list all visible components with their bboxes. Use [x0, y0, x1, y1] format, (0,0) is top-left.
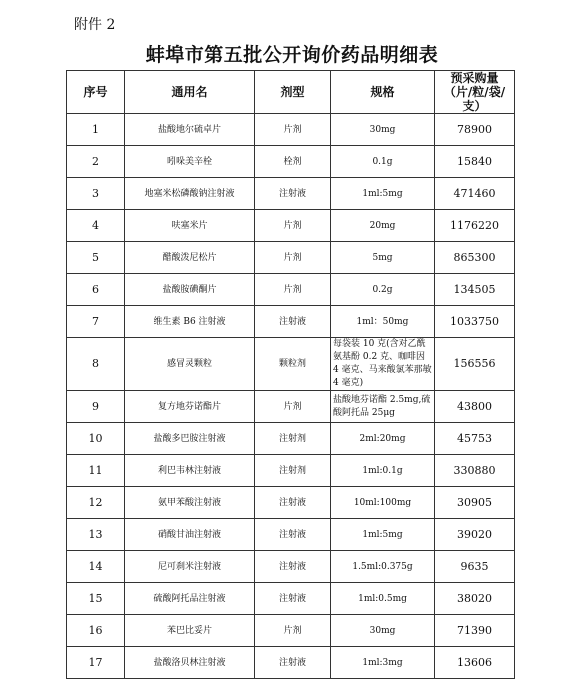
row-name: 醋酸泼尼松片 — [125, 242, 255, 274]
row-qty: 1033750 — [435, 306, 515, 338]
header-name: 通用名 — [125, 71, 255, 114]
table-row — [67, 178, 515, 210]
row-qty: 134505 — [435, 274, 515, 306]
row-spec: 1ml:3mg — [331, 647, 435, 679]
row-form: 栓剂 — [255, 146, 331, 178]
row-qty: 156556 — [435, 338, 515, 391]
row-no: 13 — [67, 519, 125, 551]
table-row — [67, 647, 515, 679]
table-row — [67, 338, 515, 391]
row-name: 地塞米松磷酸钠注射液 — [125, 178, 255, 210]
row-form: 片剂 — [255, 114, 331, 146]
row-spec: 5mg — [331, 242, 435, 274]
table-header-row — [67, 71, 515, 114]
row-qty: 1176220 — [435, 210, 515, 242]
row-spec: 1.5ml:0.375g — [331, 551, 435, 583]
row-spec: 1ml:0.5mg — [331, 583, 435, 615]
row-form: 注射液 — [255, 583, 331, 615]
table-row — [67, 242, 515, 274]
row-no: 17 — [67, 647, 125, 679]
row-spec: 1ml:5mg — [331, 519, 435, 551]
row-spec: 1ml：50mg — [331, 306, 435, 338]
row-no: 6 — [67, 274, 125, 306]
table-row — [67, 391, 515, 423]
row-spec: 盐酸地芬诺酯 2.5mg,硫酸阿托品 25μg — [331, 391, 435, 423]
table-row — [67, 146, 515, 178]
table-row — [67, 114, 515, 146]
row-qty: 330880 — [435, 455, 515, 487]
row-no: 1 — [67, 114, 125, 146]
row-no: 5 — [67, 242, 125, 274]
row-form: 注射液 — [255, 178, 331, 210]
row-no: 14 — [67, 551, 125, 583]
table-row — [67, 210, 515, 242]
row-form: 颗粒剂 — [255, 338, 331, 391]
row-qty: 15840 — [435, 146, 515, 178]
row-name: 吲哚美辛栓 — [125, 146, 255, 178]
row-form: 片剂 — [255, 242, 331, 274]
row-no: 4 — [67, 210, 125, 242]
row-name: 氨甲苯酸注射液 — [125, 487, 255, 519]
row-no: 15 — [67, 583, 125, 615]
header-qty: 预采购量（片/粒/袋/支） — [435, 71, 515, 114]
row-form: 片剂 — [255, 615, 331, 647]
row-qty: 45753 — [435, 423, 515, 455]
row-no: 9 — [67, 391, 125, 423]
row-qty: 71390 — [435, 615, 515, 647]
row-form: 注射剂 — [255, 423, 331, 455]
table-row — [67, 455, 515, 487]
row-no: 7 — [67, 306, 125, 338]
row-qty: 38020 — [435, 583, 515, 615]
row-no: 2 — [67, 146, 125, 178]
header-form: 剂型 — [255, 71, 331, 114]
row-spec: 1ml:5mg — [331, 178, 435, 210]
row-form: 注射液 — [255, 551, 331, 583]
row-spec: 10ml:100mg — [331, 487, 435, 519]
row-spec: 每袋装 10 克(含对乙酰氨基酚 0.2 克、咖啡因 4 毫克、马来酸氯苯那敏 4 毫克) — [331, 338, 435, 391]
table-row — [67, 274, 515, 306]
row-form: 片剂 — [255, 274, 331, 306]
table-row — [67, 423, 515, 455]
row-spec: 30mg — [331, 114, 435, 146]
row-name: 硝酸甘油注射液 — [125, 519, 255, 551]
header-spec: 规格 — [331, 71, 435, 114]
row-no: 10 — [67, 423, 125, 455]
row-name: 感冒灵颗粒 — [125, 338, 255, 391]
drug-table — [66, 70, 515, 679]
row-spec: 0.2g — [331, 274, 435, 306]
row-name: 苯巴比妥片 — [125, 615, 255, 647]
row-spec: 30mg — [331, 615, 435, 647]
row-name: 复方地芬诺酯片 — [125, 391, 255, 423]
row-name: 盐酸胺碘酮片 — [125, 274, 255, 306]
row-name: 利巴韦林注射液 — [125, 455, 255, 487]
row-qty: 39020 — [435, 519, 515, 551]
row-qty: 43800 — [435, 391, 515, 423]
row-no: 11 — [67, 455, 125, 487]
table-row — [67, 583, 515, 615]
row-form: 片剂 — [255, 210, 331, 242]
row-no: 8 — [67, 338, 125, 391]
row-name: 呋塞米片 — [125, 210, 255, 242]
table-row — [67, 551, 515, 583]
row-form: 注射液 — [255, 647, 331, 679]
row-form: 注射液 — [255, 306, 331, 338]
row-form: 注射液 — [255, 519, 331, 551]
row-name: 盐酸地尔硫卓片 — [125, 114, 255, 146]
row-no: 12 — [67, 487, 125, 519]
document-title: 蚌埠市第五批公开询价药品明细表 — [145, 44, 439, 66]
row-name: 维生素 B6 注射液 — [125, 306, 255, 338]
row-qty: 865300 — [435, 242, 515, 274]
row-spec: 20mg — [331, 210, 435, 242]
table-row — [67, 615, 515, 647]
attachment-label: 附件 2 — [74, 17, 116, 33]
row-form: 注射液 — [255, 487, 331, 519]
row-qty: 471460 — [435, 178, 515, 210]
table-row — [67, 306, 515, 338]
header-no: 序号 — [67, 71, 125, 114]
row-spec: 2ml:20mg — [331, 423, 435, 455]
row-qty: 13606 — [435, 647, 515, 679]
table-row — [67, 487, 515, 519]
row-qty: 78900 — [435, 114, 515, 146]
row-qty: 9635 — [435, 551, 515, 583]
row-name: 硫酸阿托品注射液 — [125, 583, 255, 615]
row-no: 3 — [67, 178, 125, 210]
row-no: 16 — [67, 615, 125, 647]
row-spec: 0.1g — [331, 146, 435, 178]
row-name: 尼可刹米注射液 — [125, 551, 255, 583]
row-form: 注射剂 — [255, 455, 331, 487]
row-name: 盐酸洛贝林注射液 — [125, 647, 255, 679]
row-spec: 1ml:0.1g — [331, 455, 435, 487]
row-form: 片剂 — [255, 391, 331, 423]
row-name: 盐酸多巴胺注射液 — [125, 423, 255, 455]
row-qty: 30905 — [435, 487, 515, 519]
table-row — [67, 519, 515, 551]
